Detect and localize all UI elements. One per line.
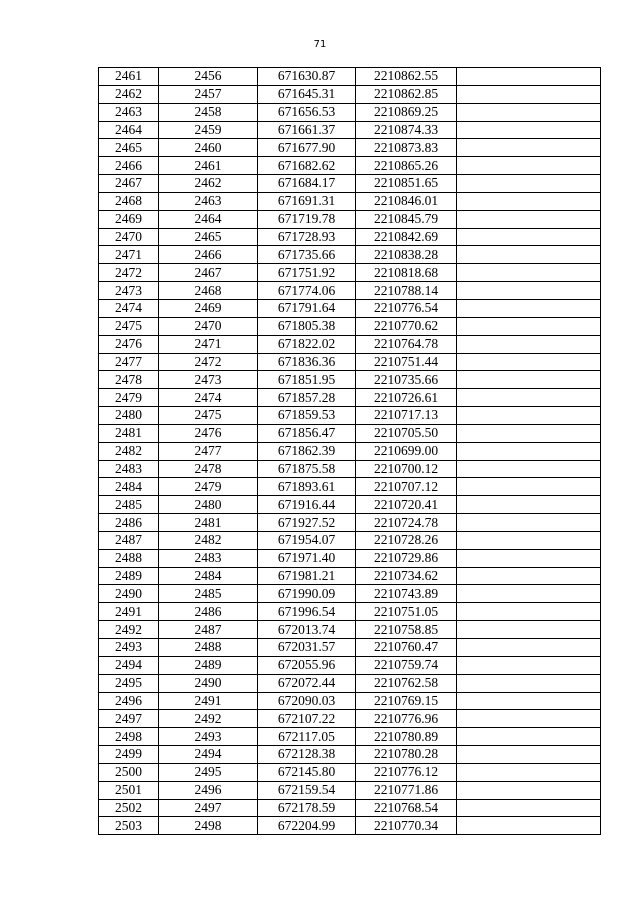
point-id-cell: 2473 [99, 282, 159, 300]
ref-id-cell: 2460 [159, 139, 258, 157]
y-coordinate-cell: 2210776.12 [356, 763, 457, 781]
point-id-cell: 2503 [99, 817, 159, 835]
notes-cell [457, 781, 601, 799]
page-number: 71 [313, 39, 327, 50]
ref-id-cell: 2467 [159, 264, 258, 282]
table-row [99, 139, 601, 157]
x-coordinate-cell: 671791.64 [258, 299, 356, 317]
table-row [99, 817, 601, 835]
point-id-cell: 2495 [99, 674, 159, 692]
point-id-cell: 2500 [99, 763, 159, 781]
y-coordinate-cell: 2210862.85 [356, 85, 457, 103]
point-id-cell: 2468 [99, 192, 159, 210]
table-row [99, 746, 601, 764]
table-row [99, 282, 601, 300]
notes-cell [457, 478, 601, 496]
point-id-cell: 2477 [99, 353, 159, 371]
y-coordinate-cell: 2210769.15 [356, 692, 457, 710]
x-coordinate-cell: 671774.06 [258, 282, 356, 300]
point-id-cell: 2486 [99, 514, 159, 532]
table-row [99, 264, 601, 282]
y-coordinate-cell: 2210768.54 [356, 799, 457, 817]
x-coordinate-cell: 672072.44 [258, 674, 356, 692]
notes-cell [457, 728, 601, 746]
table-row [99, 85, 601, 103]
ref-id-cell: 2457 [159, 85, 258, 103]
ref-id-cell: 2481 [159, 514, 258, 532]
x-coordinate-cell: 671645.31 [258, 85, 356, 103]
table-row [99, 763, 601, 781]
x-coordinate-cell: 671981.21 [258, 567, 356, 585]
notes-cell [457, 656, 601, 674]
x-coordinate-cell: 671862.39 [258, 442, 356, 460]
x-coordinate-cell: 672031.57 [258, 639, 356, 657]
ref-id-cell: 2469 [159, 299, 258, 317]
point-id-cell: 2480 [99, 407, 159, 425]
notes-cell [457, 192, 601, 210]
y-coordinate-cell: 2210707.12 [356, 478, 457, 496]
point-id-cell: 2472 [99, 264, 159, 282]
y-coordinate-cell: 2210726.61 [356, 389, 457, 407]
point-id-cell: 2497 [99, 710, 159, 728]
table-row [99, 603, 601, 621]
table-row [99, 531, 601, 549]
y-coordinate-cell: 2210762.58 [356, 674, 457, 692]
point-id-cell: 2465 [99, 139, 159, 157]
ref-id-cell: 2497 [159, 799, 258, 817]
coordinates-table-body [99, 68, 601, 835]
x-coordinate-cell: 672178.59 [258, 799, 356, 817]
y-coordinate-cell: 2210700.12 [356, 460, 457, 478]
ref-id-cell: 2465 [159, 228, 258, 246]
table-row [99, 656, 601, 674]
y-coordinate-cell: 2210759.74 [356, 656, 457, 674]
x-coordinate-cell: 671996.54 [258, 603, 356, 621]
notes-cell [457, 121, 601, 139]
point-id-cell: 2501 [99, 781, 159, 799]
point-id-cell: 2475 [99, 317, 159, 335]
x-coordinate-cell: 671859.53 [258, 407, 356, 425]
y-coordinate-cell: 2210743.89 [356, 585, 457, 603]
x-coordinate-cell: 672013.74 [258, 621, 356, 639]
ref-id-cell: 2493 [159, 728, 258, 746]
ref-id-cell: 2479 [159, 478, 258, 496]
ref-id-cell: 2487 [159, 621, 258, 639]
ref-id-cell: 2477 [159, 442, 258, 460]
table-row [99, 192, 601, 210]
point-id-cell: 2464 [99, 121, 159, 139]
notes-cell [457, 763, 601, 781]
table-row [99, 371, 601, 389]
notes-cell [457, 531, 601, 549]
point-id-cell: 2469 [99, 210, 159, 228]
y-coordinate-cell: 2210699.00 [356, 442, 457, 460]
notes-cell [457, 139, 601, 157]
y-coordinate-cell: 2210838.28 [356, 246, 457, 264]
table-row [99, 585, 601, 603]
x-coordinate-cell: 672128.38 [258, 746, 356, 764]
x-coordinate-cell: 671630.87 [258, 68, 356, 86]
table-row [99, 407, 601, 425]
table-row [99, 514, 601, 532]
y-coordinate-cell: 2210862.55 [356, 68, 457, 86]
y-coordinate-cell: 2210729.86 [356, 549, 457, 567]
table-row [99, 157, 601, 175]
y-coordinate-cell: 2210771.86 [356, 781, 457, 799]
table-row [99, 103, 601, 121]
notes-cell [457, 103, 601, 121]
table-row [99, 353, 601, 371]
coordinates-table [98, 67, 601, 835]
table-row [99, 639, 601, 657]
notes-cell [457, 817, 601, 835]
ref-id-cell: 2459 [159, 121, 258, 139]
notes-cell [457, 567, 601, 585]
point-id-cell: 2490 [99, 585, 159, 603]
y-coordinate-cell: 2210874.33 [356, 121, 457, 139]
y-coordinate-cell: 2210851.65 [356, 175, 457, 193]
notes-cell [457, 264, 601, 282]
point-id-cell: 2476 [99, 335, 159, 353]
notes-cell [457, 85, 601, 103]
notes-cell [457, 603, 601, 621]
notes-cell [457, 496, 601, 514]
ref-id-cell: 2484 [159, 567, 258, 585]
x-coordinate-cell: 671851.95 [258, 371, 356, 389]
ref-id-cell: 2496 [159, 781, 258, 799]
point-id-cell: 2479 [99, 389, 159, 407]
table-row [99, 299, 601, 317]
y-coordinate-cell: 2210865.26 [356, 157, 457, 175]
y-coordinate-cell: 2210758.85 [356, 621, 457, 639]
point-id-cell: 2485 [99, 496, 159, 514]
table-row [99, 710, 601, 728]
x-coordinate-cell: 671927.52 [258, 514, 356, 532]
y-coordinate-cell: 2210842.69 [356, 228, 457, 246]
x-coordinate-cell: 671691.31 [258, 192, 356, 210]
point-id-cell: 2494 [99, 656, 159, 674]
table-row [99, 335, 601, 353]
notes-cell [457, 157, 601, 175]
point-id-cell: 2496 [99, 692, 159, 710]
notes-cell [457, 282, 601, 300]
ref-id-cell: 2473 [159, 371, 258, 389]
table-row [99, 728, 601, 746]
y-coordinate-cell: 2210751.05 [356, 603, 457, 621]
x-coordinate-cell: 671735.66 [258, 246, 356, 264]
table-row [99, 621, 601, 639]
notes-cell [457, 246, 601, 264]
point-id-cell: 2466 [99, 157, 159, 175]
table-row [99, 674, 601, 692]
ref-id-cell: 2480 [159, 496, 258, 514]
table-row [99, 317, 601, 335]
y-coordinate-cell: 2210780.28 [356, 746, 457, 764]
ref-id-cell: 2466 [159, 246, 258, 264]
ref-id-cell: 2483 [159, 549, 258, 567]
x-coordinate-cell: 671656.53 [258, 103, 356, 121]
point-id-cell: 2463 [99, 103, 159, 121]
y-coordinate-cell: 2210770.62 [356, 317, 457, 335]
x-coordinate-cell: 671822.02 [258, 335, 356, 353]
point-id-cell: 2488 [99, 549, 159, 567]
x-coordinate-cell: 671661.37 [258, 121, 356, 139]
notes-cell [457, 353, 601, 371]
ref-id-cell: 2492 [159, 710, 258, 728]
ref-id-cell: 2472 [159, 353, 258, 371]
ref-id-cell: 2495 [159, 763, 258, 781]
ref-id-cell: 2486 [159, 603, 258, 621]
ref-id-cell: 2458 [159, 103, 258, 121]
notes-cell [457, 514, 601, 532]
x-coordinate-cell: 671684.17 [258, 175, 356, 193]
ref-id-cell: 2475 [159, 407, 258, 425]
notes-cell [457, 424, 601, 442]
notes-cell [457, 299, 601, 317]
x-coordinate-cell: 671682.62 [258, 157, 356, 175]
notes-cell [457, 621, 601, 639]
x-coordinate-cell: 671875.58 [258, 460, 356, 478]
ref-id-cell: 2478 [159, 460, 258, 478]
notes-cell [457, 175, 601, 193]
table-row [99, 228, 601, 246]
ref-id-cell: 2456 [159, 68, 258, 86]
ref-id-cell: 2491 [159, 692, 258, 710]
y-coordinate-cell: 2210776.96 [356, 710, 457, 728]
y-coordinate-cell: 2210780.89 [356, 728, 457, 746]
y-coordinate-cell: 2210873.83 [356, 139, 457, 157]
y-coordinate-cell: 2210724.78 [356, 514, 457, 532]
point-id-cell: 2484 [99, 478, 159, 496]
ref-id-cell: 2464 [159, 210, 258, 228]
y-coordinate-cell: 2210788.14 [356, 282, 457, 300]
x-coordinate-cell: 671954.07 [258, 531, 356, 549]
point-id-cell: 2482 [99, 442, 159, 460]
y-coordinate-cell: 2210717.13 [356, 407, 457, 425]
y-coordinate-cell: 2210770.34 [356, 817, 457, 835]
point-id-cell: 2470 [99, 228, 159, 246]
notes-cell [457, 460, 601, 478]
ref-id-cell: 2489 [159, 656, 258, 674]
x-coordinate-cell: 671971.40 [258, 549, 356, 567]
notes-cell [457, 710, 601, 728]
ref-id-cell: 2474 [159, 389, 258, 407]
y-coordinate-cell: 2210764.78 [356, 335, 457, 353]
x-coordinate-cell: 672117.05 [258, 728, 356, 746]
y-coordinate-cell: 2210776.54 [356, 299, 457, 317]
table-row [99, 567, 601, 585]
y-coordinate-cell: 2210845.79 [356, 210, 457, 228]
notes-cell [457, 407, 601, 425]
table-row [99, 478, 601, 496]
point-id-cell: 2487 [99, 531, 159, 549]
notes-cell [457, 674, 601, 692]
notes-cell [457, 585, 601, 603]
x-coordinate-cell: 671728.93 [258, 228, 356, 246]
notes-cell [457, 692, 601, 710]
ref-id-cell: 2461 [159, 157, 258, 175]
y-coordinate-cell: 2210720.41 [356, 496, 457, 514]
x-coordinate-cell: 671836.36 [258, 353, 356, 371]
point-id-cell: 2492 [99, 621, 159, 639]
x-coordinate-cell: 672055.96 [258, 656, 356, 674]
ref-id-cell: 2498 [159, 817, 258, 835]
y-coordinate-cell: 2210869.25 [356, 103, 457, 121]
notes-cell [457, 746, 601, 764]
point-id-cell: 2499 [99, 746, 159, 764]
notes-cell [457, 228, 601, 246]
x-coordinate-cell: 672145.80 [258, 763, 356, 781]
x-coordinate-cell: 671751.92 [258, 264, 356, 282]
notes-cell [457, 389, 601, 407]
ref-id-cell: 2490 [159, 674, 258, 692]
y-coordinate-cell: 2210734.62 [356, 567, 457, 585]
x-coordinate-cell: 671677.90 [258, 139, 356, 157]
point-id-cell: 2461 [99, 68, 159, 86]
ref-id-cell: 2468 [159, 282, 258, 300]
point-id-cell: 2489 [99, 567, 159, 585]
point-id-cell: 2471 [99, 246, 159, 264]
table-row [99, 460, 601, 478]
table-row [99, 121, 601, 139]
y-coordinate-cell: 2210760.47 [356, 639, 457, 657]
x-coordinate-cell: 671916.44 [258, 496, 356, 514]
point-id-cell: 2478 [99, 371, 159, 389]
x-coordinate-cell: 672204.99 [258, 817, 356, 835]
y-coordinate-cell: 2210846.01 [356, 192, 457, 210]
point-id-cell: 2493 [99, 639, 159, 657]
point-id-cell: 2502 [99, 799, 159, 817]
notes-cell [457, 639, 601, 657]
notes-cell [457, 549, 601, 567]
table-row [99, 246, 601, 264]
table-row [99, 68, 601, 86]
y-coordinate-cell: 2210818.68 [356, 264, 457, 282]
ref-id-cell: 2463 [159, 192, 258, 210]
ref-id-cell: 2494 [159, 746, 258, 764]
ref-id-cell: 2488 [159, 639, 258, 657]
y-coordinate-cell: 2210728.26 [356, 531, 457, 549]
ref-id-cell: 2482 [159, 531, 258, 549]
table-row [99, 424, 601, 442]
point-id-cell: 2483 [99, 460, 159, 478]
ref-id-cell: 2476 [159, 424, 258, 442]
x-coordinate-cell: 671893.61 [258, 478, 356, 496]
table-row [99, 175, 601, 193]
notes-cell [457, 317, 601, 335]
point-id-cell: 2462 [99, 85, 159, 103]
ref-id-cell: 2462 [159, 175, 258, 193]
notes-cell [457, 210, 601, 228]
x-coordinate-cell: 672090.03 [258, 692, 356, 710]
x-coordinate-cell: 672107.22 [258, 710, 356, 728]
table-row [99, 389, 601, 407]
ref-id-cell: 2485 [159, 585, 258, 603]
notes-cell [457, 68, 601, 86]
y-coordinate-cell: 2210751.44 [356, 353, 457, 371]
table-row [99, 781, 601, 799]
point-id-cell: 2481 [99, 424, 159, 442]
y-coordinate-cell: 2210735.66 [356, 371, 457, 389]
ref-id-cell: 2471 [159, 335, 258, 353]
x-coordinate-cell: 671719.78 [258, 210, 356, 228]
notes-cell [457, 799, 601, 817]
x-coordinate-cell: 672159.54 [258, 781, 356, 799]
table-row [99, 496, 601, 514]
x-coordinate-cell: 671805.38 [258, 317, 356, 335]
point-id-cell: 2467 [99, 175, 159, 193]
notes-cell [457, 371, 601, 389]
point-id-cell: 2491 [99, 603, 159, 621]
notes-cell [457, 335, 601, 353]
y-coordinate-cell: 2210705.50 [356, 424, 457, 442]
table-row [99, 549, 601, 567]
x-coordinate-cell: 671990.09 [258, 585, 356, 603]
table-row [99, 442, 601, 460]
table-row [99, 210, 601, 228]
notes-cell [457, 442, 601, 460]
table-row [99, 692, 601, 710]
x-coordinate-cell: 671857.28 [258, 389, 356, 407]
table-row [99, 799, 601, 817]
point-id-cell: 2474 [99, 299, 159, 317]
x-coordinate-cell: 671856.47 [258, 424, 356, 442]
point-id-cell: 2498 [99, 728, 159, 746]
ref-id-cell: 2470 [159, 317, 258, 335]
